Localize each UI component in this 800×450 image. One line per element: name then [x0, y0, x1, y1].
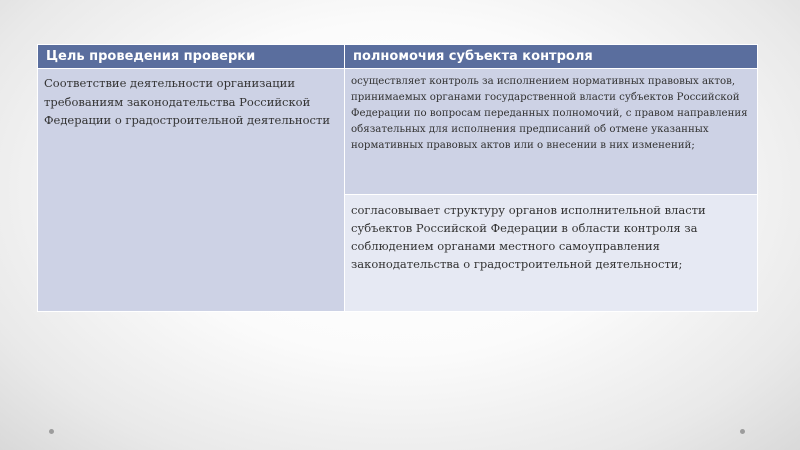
decor-dot-left	[49, 429, 54, 434]
power-cell-1: осуществляет контроль за исполнением нормативных правовых актов, принимаемых органами государственной власти субъектов Российской Федерации по вопросам переданных полномочий, с правом направления обязательных для исполнения предписаний об отмене указанных нормативных правовых актов или о внесении в них изменений;	[345, 69, 758, 195]
header-goal: Цель проведения проверки	[38, 45, 345, 69]
goal-cell: Соответствие деятельности организации требованиям законодательства Российской Федерации о градостроительной деятельности	[38, 69, 345, 312]
table-row	[38, 69, 758, 195]
powers-table	[37, 44, 758, 312]
decor-dot-right	[740, 429, 745, 434]
table-header-row	[38, 45, 758, 69]
header-powers: полномочия субъекта контроля	[345, 45, 758, 69]
power-cell-2: согласовывает структуру органов исполнительной власти субъектов Российской Федерации в области контроля за соблюдением органами местного самоуправления законодательства о градостроительной деятельности;	[345, 195, 758, 312]
